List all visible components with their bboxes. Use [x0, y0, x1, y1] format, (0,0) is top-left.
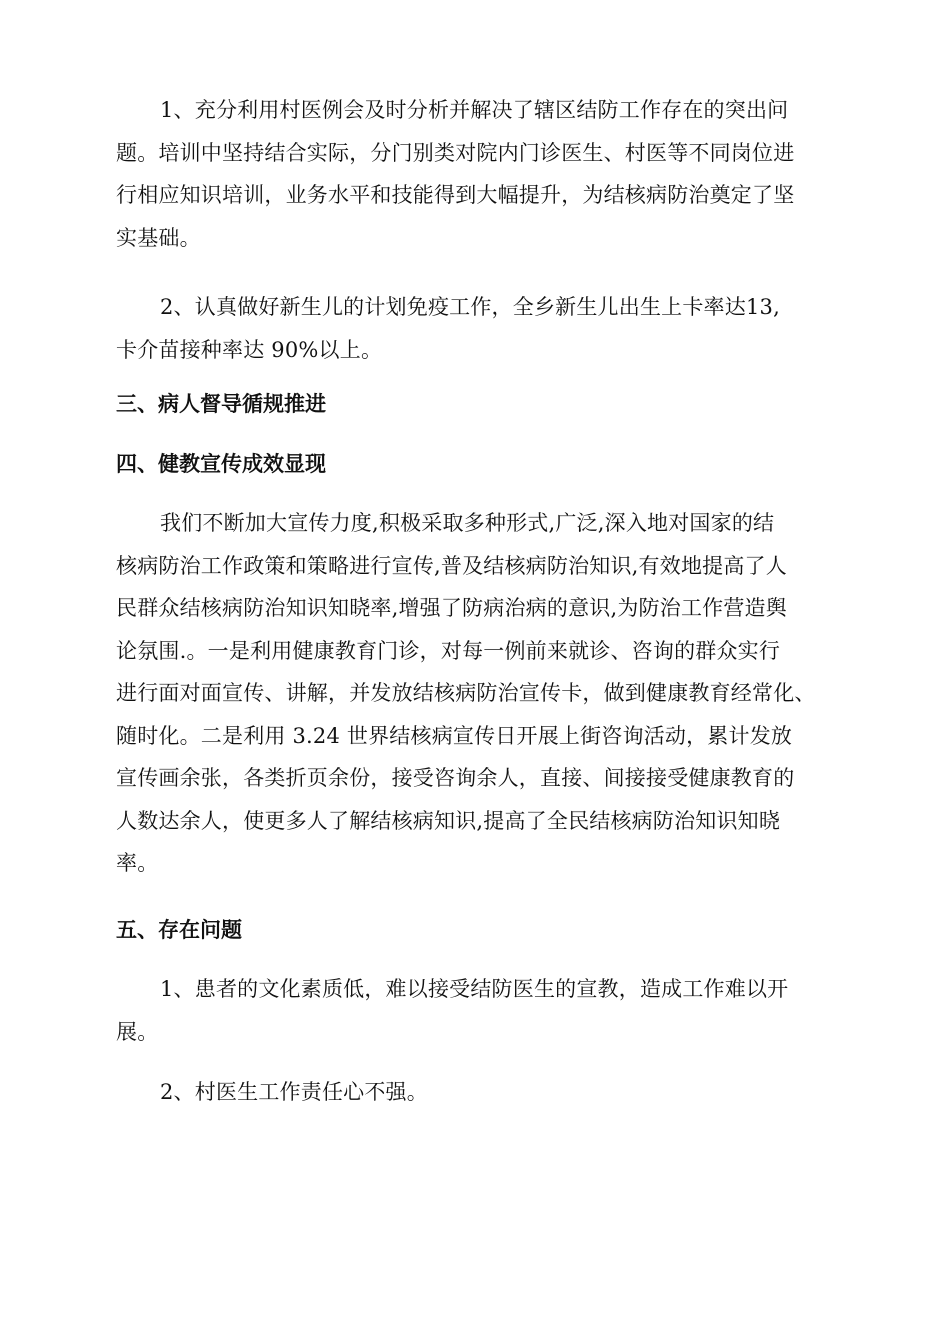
- text-line: 核病防治工作政策和策略进行宣传,普及结核病防治知识,有效地提高了人: [116, 553, 787, 578]
- text-line: 进行面对面宣传、讲解，并发放结核病防治宣传卡，做到健康教育经常化、: [116, 681, 816, 705]
- section-heading-problems: 五、存在问题: [116, 918, 242, 942]
- text-line: 2、村医生工作责任心不强。: [160, 1080, 428, 1104]
- text-line: 1、患者的文化素质低，难以接受结防医生的宣教，造成工作难以开: [160, 977, 789, 1001]
- section-heading-publicity: 四、健教宣传成效显现: [116, 452, 326, 476]
- text-line: 展。: [116, 1019, 159, 1044]
- paragraph-problem-2: [116, 1071, 856, 1114]
- text-line: 率。: [116, 851, 159, 875]
- paragraph-immunization: [116, 286, 856, 371]
- text-line: 宣传画余张，各类折页余份，接受咨询余人，直接、间接接受健康教育的: [116, 766, 795, 790]
- section-heading-supervision: 三、病人督导循规推进: [116, 392, 326, 416]
- paragraph-training: [116, 89, 856, 259]
- text-line: 卡介苗接种率达 90%以上。: [116, 337, 383, 362]
- text-line: 我们不断加大宣传力度,积极采取多种形式,广泛,深入地对国家的结: [160, 511, 775, 535]
- text-line: 1、充分利用村医例会及时分析并解决了辖区结防工作存在的突出问: [160, 98, 789, 122]
- text-line: 民群众结核病防治知识知晓率,增强了防病治病的意识,为防治工作营造舆: [116, 596, 787, 620]
- text-line: 实基础。: [116, 225, 201, 250]
- text-line: 2、认真做好新生儿的计划免疫工作，全乡新生儿出生上卡率达13,: [160, 295, 780, 319]
- text-line: 论氛围.。一是利用健康教育门诊，对每一例前来就诊、咨询的群众实行: [116, 638, 781, 663]
- paragraph-publicity: [116, 502, 856, 885]
- paragraph-problem-1: [116, 968, 856, 1053]
- text-line: 人数达余人，使更多人了解结核病知识,提高了全民结核病防治知识知晓: [116, 808, 781, 833]
- text-line: 随时化。二是利用 3.24 世界结核病宣传日开展上街咨询活动，累计发放: [116, 723, 793, 748]
- text-line: 题。培训中坚持结合实际，分门别类对院内门诊医生、村医等不同岗位进: [116, 140, 795, 165]
- text-line: 行相应知识培训，业务水平和技能得到大幅提升，为结核病防治奠定了坚: [116, 183, 795, 207]
